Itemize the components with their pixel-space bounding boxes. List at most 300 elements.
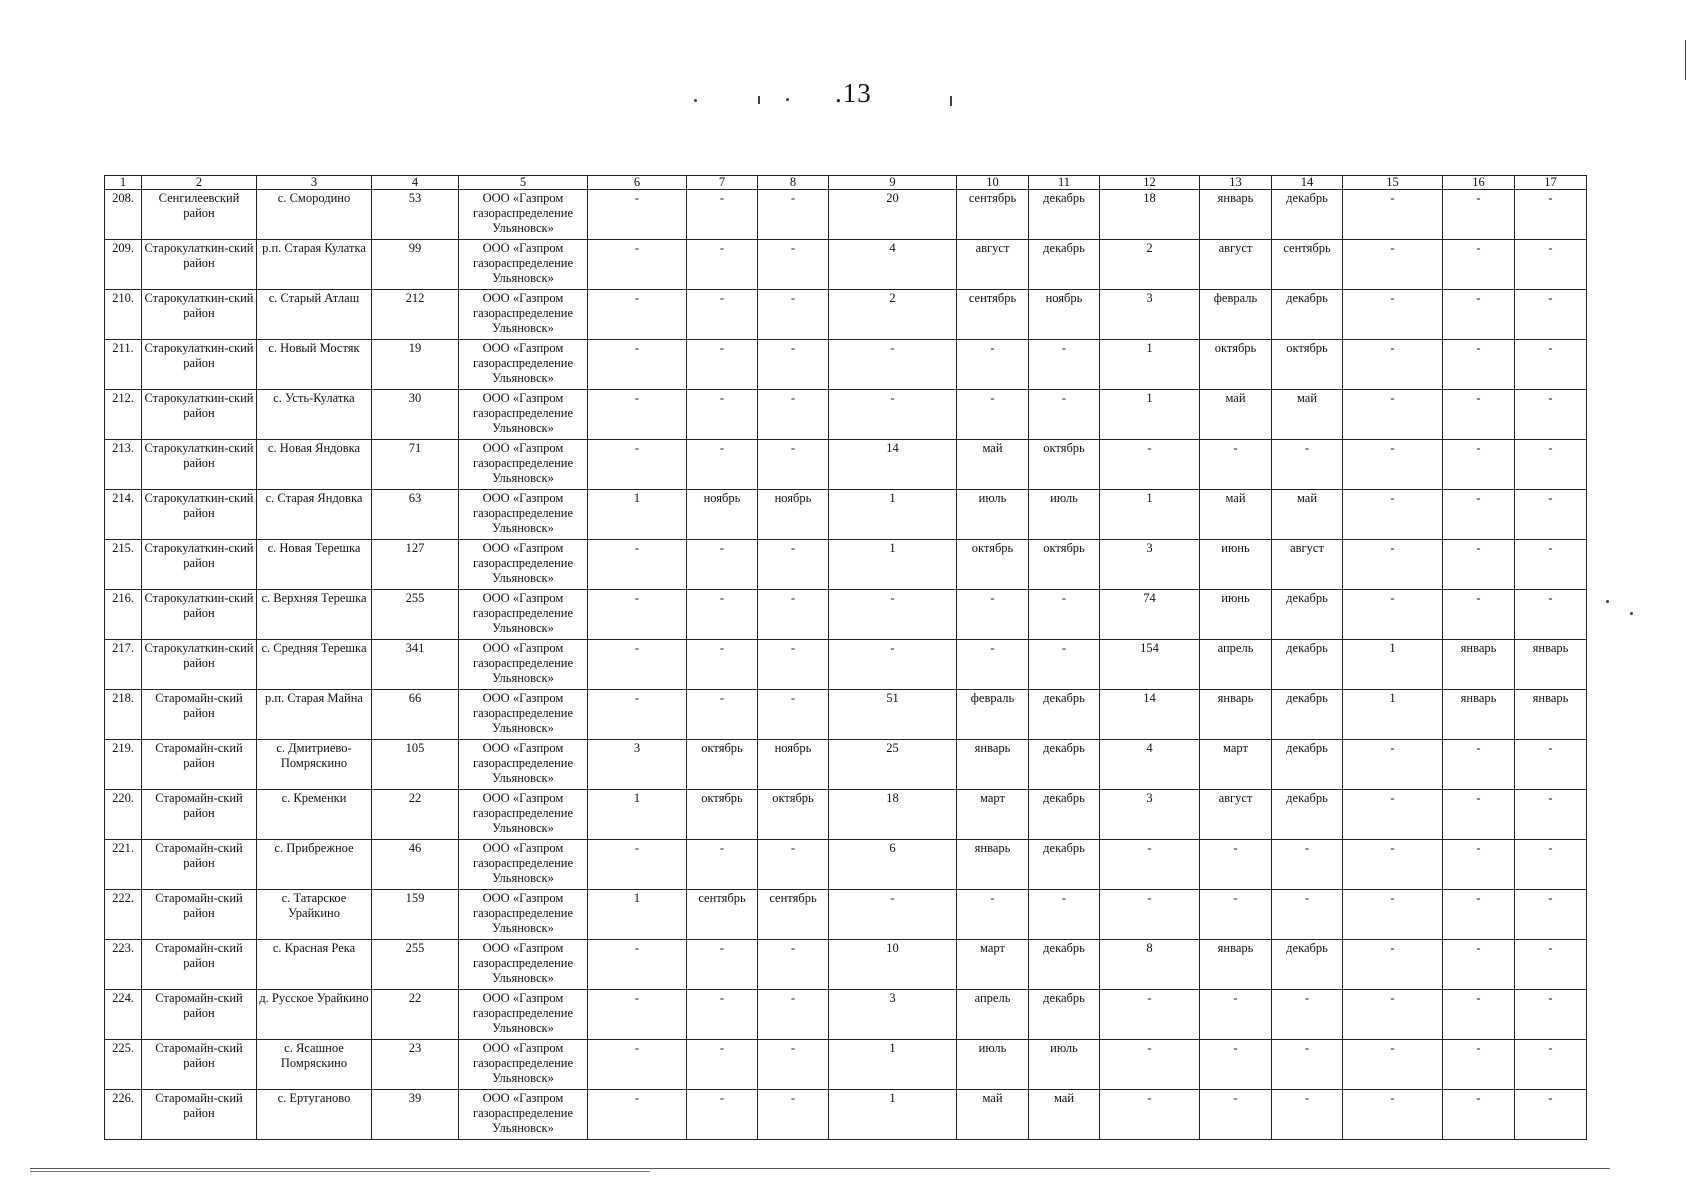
table-cell-col-5: ООО «Газпром газораспределение Ульяновск» xyxy=(459,940,588,990)
table-cell-col-5: ООО «Газпром газораспределение Ульяновск» xyxy=(459,240,588,290)
column-header-12: 12 xyxy=(1100,176,1200,190)
scan-speck xyxy=(758,96,760,104)
table-cell-col-14: - xyxy=(1272,440,1343,490)
table-cell-col-13: - xyxy=(1200,890,1272,940)
table-cell-col-12: 3 xyxy=(1100,540,1200,590)
table-cell-col-7: - xyxy=(687,990,758,1040)
table-cell-col-12: 1 xyxy=(1100,490,1200,540)
table-cell-col-8: - xyxy=(758,290,829,340)
table-cell-col-8: - xyxy=(758,940,829,990)
table-cell-col-8: - xyxy=(758,190,829,240)
table-cell-col-1: 211. xyxy=(105,340,142,390)
column-header-4: 4 xyxy=(372,176,459,190)
table-cell-col-6: - xyxy=(588,440,687,490)
table-cell-col-6: - xyxy=(588,840,687,890)
table-cell-col-13: май xyxy=(1200,390,1272,440)
table-cell-col-16: - xyxy=(1443,390,1515,440)
table-cell-col-11: май xyxy=(1029,1090,1100,1140)
table-cell-col-16: - xyxy=(1443,340,1515,390)
table-cell-col-8: - xyxy=(758,690,829,740)
table-cell-col-7: - xyxy=(687,540,758,590)
table-cell-col-4: 127 xyxy=(372,540,459,590)
table-cell-col-5: ООО «Газпром газораспределение Ульяновск» xyxy=(459,540,588,590)
table-cell-col-1: 222. xyxy=(105,890,142,940)
table-cell-col-15: - xyxy=(1343,440,1443,490)
table-cell-col-10: октябрь xyxy=(957,540,1029,590)
table-cell-col-17: - xyxy=(1515,1090,1587,1140)
table-cell-col-11: декабрь xyxy=(1029,740,1100,790)
table-cell-col-16: - xyxy=(1443,440,1515,490)
table-cell-col-9: - xyxy=(829,390,957,440)
table-cell-col-17: январь xyxy=(1515,640,1587,690)
table-row xyxy=(105,240,1587,290)
column-header-7: 7 xyxy=(687,176,758,190)
table-cell-col-3: с. Старая Яндовка xyxy=(257,490,372,540)
table-cell-col-14: май xyxy=(1272,390,1343,440)
table-cell-col-17: - xyxy=(1515,590,1587,640)
table-cell-col-17: - xyxy=(1515,490,1587,540)
table-row xyxy=(105,940,1587,990)
table-cell-col-15: - xyxy=(1343,490,1443,540)
table-cell-col-3: с. Новый Мостяк xyxy=(257,340,372,390)
table-cell-col-10: май xyxy=(957,1090,1029,1140)
table-cell-col-8: сентябрь xyxy=(758,890,829,940)
table-cell-col-14: - xyxy=(1272,890,1343,940)
table-cell-col-6: - xyxy=(588,1090,687,1140)
table-cell-col-1: 216. xyxy=(105,590,142,640)
table-row xyxy=(105,1040,1587,1090)
table-cell-col-10: сентябрь xyxy=(957,190,1029,240)
table-cell-col-14: май xyxy=(1272,490,1343,540)
table-cell-col-5: ООО «Газпром газораспределение Ульяновск» xyxy=(459,490,588,540)
table-cell-col-8: ноябрь xyxy=(758,490,829,540)
table-cell-col-5: ООО «Газпром газораспределение Ульяновск» xyxy=(459,590,588,640)
table-cell-col-12: 154 xyxy=(1100,640,1200,690)
table-cell-col-13: - xyxy=(1200,440,1272,490)
table-cell-col-11: декабрь xyxy=(1029,240,1100,290)
table-cell-col-12: - xyxy=(1100,990,1200,1040)
table-cell-col-9: - xyxy=(829,890,957,940)
table-cell-col-4: 46 xyxy=(372,840,459,890)
page-number: .13 xyxy=(835,78,872,108)
table-cell-col-15: - xyxy=(1343,240,1443,290)
table-cell-col-6: - xyxy=(588,390,687,440)
table-cell-col-6: 1 xyxy=(588,790,687,840)
table-cell-col-14: - xyxy=(1272,840,1343,890)
table-cell-col-3: с. Верхняя Терешка xyxy=(257,590,372,640)
table-cell-col-7: - xyxy=(687,940,758,990)
table-cell-col-17: январь xyxy=(1515,690,1587,740)
table-cell-col-1: 221. xyxy=(105,840,142,890)
table-cell-col-14: декабрь xyxy=(1272,690,1343,740)
table-cell-col-9: 25 xyxy=(829,740,957,790)
table-cell-col-6: - xyxy=(588,690,687,740)
table-cell-col-14: август xyxy=(1272,540,1343,590)
table-cell-col-9: 3 xyxy=(829,990,957,1040)
table-cell-col-4: 22 xyxy=(372,790,459,840)
table-cell-col-2: Старокулаткин-ский район xyxy=(142,490,257,540)
table-cell-col-12: - xyxy=(1100,1040,1200,1090)
table-cell-col-4: 105 xyxy=(372,740,459,790)
table-cell-col-8: - xyxy=(758,240,829,290)
table-cell-col-14: - xyxy=(1272,990,1343,1040)
table-cell-col-11: - xyxy=(1029,890,1100,940)
table-cell-col-8: - xyxy=(758,840,829,890)
table-cell-col-9: 14 xyxy=(829,440,957,490)
table-cell-col-7: октябрь xyxy=(687,740,758,790)
table-cell-col-9: - xyxy=(829,340,957,390)
table-cell-col-12: 18 xyxy=(1100,190,1200,240)
table-body xyxy=(105,190,1587,1140)
table-cell-col-11: декабрь xyxy=(1029,690,1100,740)
table-cell-col-3: с. Кременки xyxy=(257,790,372,840)
table-row xyxy=(105,440,1587,490)
table-cell-col-16: - xyxy=(1443,790,1515,840)
table-cell-col-5: ООО «Газпром газораспределение Ульяновск» xyxy=(459,340,588,390)
scan-bottom-line xyxy=(30,1168,1610,1169)
table-cell-col-14: - xyxy=(1272,1090,1343,1140)
table-cell-col-3: р.п. Старая Кулатка xyxy=(257,240,372,290)
table-cell-col-1: 210. xyxy=(105,290,142,340)
table-cell-col-5: ООО «Газпром газораспределение Ульяновск» xyxy=(459,790,588,840)
table-cell-col-3: с. Смородино xyxy=(257,190,372,240)
table-cell-col-3: р.п. Старая Майна xyxy=(257,690,372,740)
table-cell-col-4: 212 xyxy=(372,290,459,340)
table-cell-col-11: - xyxy=(1029,340,1100,390)
table-row xyxy=(105,990,1587,1040)
table-cell-col-17: - xyxy=(1515,840,1587,890)
table-cell-col-2: Старокулаткин-ский район xyxy=(142,640,257,690)
table-cell-col-14: декабрь xyxy=(1272,940,1343,990)
table-cell-col-4: 22 xyxy=(372,990,459,1040)
column-header-17: 17 xyxy=(1515,176,1587,190)
table-cell-col-5: ООО «Газпром газораспределение Ульяновск» xyxy=(459,390,588,440)
table-cell-col-11: декабрь xyxy=(1029,940,1100,990)
table-cell-col-4: 53 xyxy=(372,190,459,240)
table-cell-col-15: - xyxy=(1343,290,1443,340)
table-cell-col-6: - xyxy=(588,340,687,390)
table-cell-col-16: - xyxy=(1443,540,1515,590)
table-cell-col-15: - xyxy=(1343,990,1443,1040)
column-header-14: 14 xyxy=(1272,176,1343,190)
table-cell-col-7: - xyxy=(687,290,758,340)
table-cell-col-5: ООО «Газпром газораспределение Ульяновск» xyxy=(459,290,588,340)
table-row xyxy=(105,390,1587,440)
table-cell-col-14: декабрь xyxy=(1272,590,1343,640)
table-cell-col-9: 51 xyxy=(829,690,957,740)
table-cell-col-15: - xyxy=(1343,340,1443,390)
table-cell-col-11: ноябрь xyxy=(1029,290,1100,340)
table-cell-col-1: 226. xyxy=(105,1090,142,1140)
table-cell-col-12: - xyxy=(1100,440,1200,490)
table-cell-col-17: - xyxy=(1515,390,1587,440)
table-cell-col-10: август xyxy=(957,240,1029,290)
table-cell-col-17: - xyxy=(1515,1040,1587,1090)
table-cell-col-8: - xyxy=(758,390,829,440)
table-cell-col-10: сентябрь xyxy=(957,290,1029,340)
table-cell-col-2: Старомайн-ский район xyxy=(142,840,257,890)
table-cell-col-9: 4 xyxy=(829,240,957,290)
table-cell-col-7: октябрь xyxy=(687,790,758,840)
table-cell-col-4: 39 xyxy=(372,1090,459,1140)
table-cell-col-16: - xyxy=(1443,1090,1515,1140)
table-cell-col-2: Старокулаткин-ский район xyxy=(142,240,257,290)
table-cell-col-15: - xyxy=(1343,940,1443,990)
table-cell-col-11: - xyxy=(1029,640,1100,690)
table-cell-col-16: - xyxy=(1443,590,1515,640)
table-cell-col-1: 214. xyxy=(105,490,142,540)
column-header-9: 9 xyxy=(829,176,957,190)
scan-speck xyxy=(950,96,952,106)
table-cell-col-14: декабрь xyxy=(1272,290,1343,340)
table-cell-col-3: д. Русское Урайкино xyxy=(257,990,372,1040)
table-cell-col-12: - xyxy=(1100,840,1200,890)
table-cell-col-16: - xyxy=(1443,940,1515,990)
table-cell-col-13: февраль xyxy=(1200,290,1272,340)
table-cell-col-9: 20 xyxy=(829,190,957,240)
table-header-row xyxy=(105,176,1587,190)
column-header-5: 5 xyxy=(459,176,588,190)
table-cell-col-9: 10 xyxy=(829,940,957,990)
table-cell-col-9: - xyxy=(829,640,957,690)
table-cell-col-13: июнь xyxy=(1200,540,1272,590)
table-row xyxy=(105,790,1587,840)
table-cell-col-1: 223. xyxy=(105,940,142,990)
table-cell-col-5: ООО «Газпром газораспределение Ульяновск» xyxy=(459,440,588,490)
table-cell-col-4: 71 xyxy=(372,440,459,490)
column-header-8: 8 xyxy=(758,176,829,190)
table-cell-col-17: - xyxy=(1515,890,1587,940)
table-cell-col-5: ООО «Газпром газораспределение Ульяновск» xyxy=(459,190,588,240)
table-cell-col-9: - xyxy=(829,590,957,640)
table-cell-col-7: - xyxy=(687,640,758,690)
table-cell-col-13: январь xyxy=(1200,940,1272,990)
table-cell-col-6: 1 xyxy=(588,890,687,940)
table-row xyxy=(105,290,1587,340)
table-cell-col-12: 3 xyxy=(1100,790,1200,840)
table-cell-col-16: - xyxy=(1443,290,1515,340)
table-cell-col-13: август xyxy=(1200,790,1272,840)
table-cell-col-10: - xyxy=(957,590,1029,640)
table-cell-col-2: Старомайн-ский район xyxy=(142,890,257,940)
table-cell-col-11: июль xyxy=(1029,1040,1100,1090)
table-cell-col-8: - xyxy=(758,1090,829,1140)
table-cell-col-16: - xyxy=(1443,190,1515,240)
table-row xyxy=(105,740,1587,790)
table-cell-col-15: - xyxy=(1343,190,1443,240)
table-cell-col-6: - xyxy=(588,240,687,290)
column-header-10: 10 xyxy=(957,176,1029,190)
table-cell-col-7: - xyxy=(687,1040,758,1090)
table-cell-col-13: январь xyxy=(1200,690,1272,740)
table-cell-col-15: - xyxy=(1343,740,1443,790)
table-cell-col-2: Старомайн-ский район xyxy=(142,790,257,840)
table-cell-col-17: - xyxy=(1515,540,1587,590)
table-cell-col-10: май xyxy=(957,440,1029,490)
table-cell-col-15: - xyxy=(1343,790,1443,840)
table-cell-col-14: декабрь xyxy=(1272,640,1343,690)
table-cell-col-17: - xyxy=(1515,240,1587,290)
table-cell-col-2: Старокулаткин-ский район xyxy=(142,440,257,490)
table-cell-col-7: - xyxy=(687,1090,758,1140)
table-cell-col-12: 14 xyxy=(1100,690,1200,740)
table-cell-col-3: с. Прибрежное xyxy=(257,840,372,890)
table-cell-col-1: 217. xyxy=(105,640,142,690)
column-header-16: 16 xyxy=(1443,176,1515,190)
table-cell-col-12: - xyxy=(1100,890,1200,940)
table-cell-col-4: 159 xyxy=(372,890,459,940)
table-row xyxy=(105,590,1587,640)
table-cell-col-9: 1 xyxy=(829,540,957,590)
table-cell-col-8: - xyxy=(758,990,829,1040)
table-row xyxy=(105,490,1587,540)
table-cell-col-14: декабрь xyxy=(1272,790,1343,840)
table-row xyxy=(105,340,1587,390)
table-cell-col-13: август xyxy=(1200,240,1272,290)
table-cell-col-11: декабрь xyxy=(1029,790,1100,840)
table-cell-col-7: - xyxy=(687,440,758,490)
table-row xyxy=(105,190,1587,240)
table-cell-col-16: - xyxy=(1443,490,1515,540)
column-header-3: 3 xyxy=(257,176,372,190)
table-cell-col-6: 1 xyxy=(588,490,687,540)
table-cell-col-14: - xyxy=(1272,1040,1343,1090)
table-cell-col-12: 3 xyxy=(1100,290,1200,340)
table-cell-col-6: - xyxy=(588,590,687,640)
table-cell-col-3: с. Средняя Терешка xyxy=(257,640,372,690)
table-cell-col-15: - xyxy=(1343,390,1443,440)
table-cell-col-14: сентябрь xyxy=(1272,240,1343,290)
table-cell-col-2: Старомайн-ский район xyxy=(142,990,257,1040)
table-cell-col-3: с. Красная Река xyxy=(257,940,372,990)
scan-speck xyxy=(1606,600,1609,603)
table-cell-col-4: 255 xyxy=(372,590,459,640)
table-cell-col-6: - xyxy=(588,940,687,990)
table-cell-col-11: декабрь xyxy=(1029,990,1100,1040)
table-cell-col-13: - xyxy=(1200,990,1272,1040)
column-header-2: 2 xyxy=(142,176,257,190)
table-cell-col-11: - xyxy=(1029,390,1100,440)
table-cell-col-11: октябрь xyxy=(1029,440,1100,490)
table-cell-col-15: - xyxy=(1343,840,1443,890)
table-row xyxy=(105,890,1587,940)
table-cell-col-16: - xyxy=(1443,990,1515,1040)
table-cell-col-8: - xyxy=(758,440,829,490)
scan-bottom-line xyxy=(30,1171,650,1172)
table-cell-col-2: Старомайн-ский район xyxy=(142,740,257,790)
column-header-15: 15 xyxy=(1343,176,1443,190)
table-cell-col-6: - xyxy=(588,990,687,1040)
table-cell-col-8: - xyxy=(758,640,829,690)
column-header-13: 13 xyxy=(1200,176,1272,190)
table-cell-col-2: Старокулаткин-ский район xyxy=(142,340,257,390)
table-cell-col-13: - xyxy=(1200,840,1272,890)
scan-speck xyxy=(1630,612,1633,615)
table-cell-col-2: Старокулаткин-ский район xyxy=(142,290,257,340)
table-cell-col-9: 1 xyxy=(829,1040,957,1090)
table-cell-col-4: 63 xyxy=(372,490,459,540)
table-cell-col-13: май xyxy=(1200,490,1272,540)
table-cell-col-4: 66 xyxy=(372,690,459,740)
table-cell-col-14: октябрь xyxy=(1272,340,1343,390)
table-cell-col-10: - xyxy=(957,340,1029,390)
table-cell-col-10: - xyxy=(957,890,1029,940)
table-cell-col-6: 3 xyxy=(588,740,687,790)
table-cell-col-8: - xyxy=(758,590,829,640)
table-cell-col-1: 213. xyxy=(105,440,142,490)
table-cell-col-16: - xyxy=(1443,890,1515,940)
data-table xyxy=(104,175,1587,1140)
table-cell-col-10: - xyxy=(957,390,1029,440)
scan-speck xyxy=(786,98,789,101)
table-cell-col-17: - xyxy=(1515,790,1587,840)
table-cell-col-2: Старокулаткин-ский район xyxy=(142,540,257,590)
table-cell-col-7: - xyxy=(687,340,758,390)
table-cell-col-12: - xyxy=(1100,1090,1200,1140)
table-cell-col-3: с. Старый Атлаш xyxy=(257,290,372,340)
table-cell-col-13: апрель xyxy=(1200,640,1272,690)
table-cell-col-4: 30 xyxy=(372,390,459,440)
table-cell-col-17: - xyxy=(1515,940,1587,990)
table-cell-col-10: - xyxy=(957,640,1029,690)
table-cell-col-3: с. Ертуганово xyxy=(257,1090,372,1140)
data-table-container xyxy=(104,175,1582,1140)
table-cell-col-2: Старокулаткин-ский район xyxy=(142,390,257,440)
scan-speck xyxy=(1685,40,1686,80)
table-cell-col-17: - xyxy=(1515,340,1587,390)
table-cell-col-6: - xyxy=(588,190,687,240)
table-cell-col-7: - xyxy=(687,390,758,440)
table-row xyxy=(105,690,1587,740)
table-cell-col-8: - xyxy=(758,540,829,590)
table-cell-col-1: 209. xyxy=(105,240,142,290)
table-cell-col-6: - xyxy=(588,640,687,690)
table-cell-col-1: 208. xyxy=(105,190,142,240)
table-cell-col-2: Сенгилеевский район xyxy=(142,190,257,240)
table-cell-col-5: ООО «Газпром газораспределение Ульяновск» xyxy=(459,1090,588,1140)
table-cell-col-9: 1 xyxy=(829,490,957,540)
table-cell-col-10: март xyxy=(957,940,1029,990)
table-cell-col-13: - xyxy=(1200,1040,1272,1090)
table-cell-col-7: - xyxy=(687,690,758,740)
table-row xyxy=(105,640,1587,690)
table-cell-col-1: 212. xyxy=(105,390,142,440)
table-row xyxy=(105,1090,1587,1140)
table-cell-col-1: 224. xyxy=(105,990,142,1040)
table-cell-col-7: - xyxy=(687,190,758,240)
table-cell-col-4: 19 xyxy=(372,340,459,390)
table-cell-col-11: декабрь xyxy=(1029,190,1100,240)
table-cell-col-13: январь xyxy=(1200,190,1272,240)
table-cell-col-10: июль xyxy=(957,490,1029,540)
table-cell-col-4: 23 xyxy=(372,1040,459,1090)
table-cell-col-14: декабрь xyxy=(1272,190,1343,240)
table-cell-col-15: 1 xyxy=(1343,640,1443,690)
table-cell-col-2: Старомайн-ский район xyxy=(142,940,257,990)
table-cell-col-12: 2 xyxy=(1100,240,1200,290)
table-cell-col-12: 4 xyxy=(1100,740,1200,790)
table-cell-col-17: - xyxy=(1515,290,1587,340)
table-cell-col-15: - xyxy=(1343,1090,1443,1140)
table-cell-col-1: 225. xyxy=(105,1040,142,1090)
table-cell-col-10: январь xyxy=(957,840,1029,890)
table-cell-col-12: 74 xyxy=(1100,590,1200,640)
table-cell-col-12: 1 xyxy=(1100,390,1200,440)
table-cell-col-16: - xyxy=(1443,1040,1515,1090)
table-cell-col-5: ООО «Газпром газораспределение Ульяновск» xyxy=(459,1040,588,1090)
table-cell-col-1: 215. xyxy=(105,540,142,590)
table-cell-col-15: - xyxy=(1343,1040,1443,1090)
